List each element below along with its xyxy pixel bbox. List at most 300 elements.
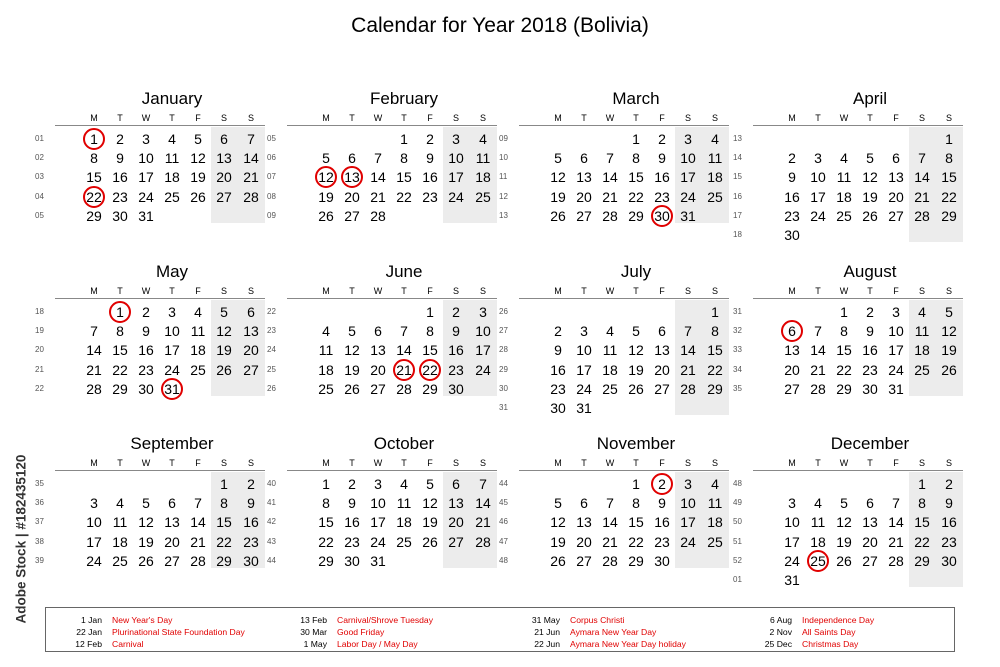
day-cell: 23 bbox=[941, 533, 957, 550]
day-cell: 15 bbox=[941, 169, 957, 186]
day-cell: 6 bbox=[580, 150, 588, 167]
day-cell: 2 bbox=[554, 323, 562, 340]
month-name: November bbox=[596, 434, 676, 453]
holiday-name: Christmas Day bbox=[802, 639, 859, 649]
month-name: February bbox=[369, 89, 439, 108]
day-cell: 6 bbox=[374, 323, 382, 340]
day-cell: 18 bbox=[318, 361, 334, 378]
day-cell: 22 bbox=[86, 188, 102, 205]
holiday-entry bbox=[744, 614, 874, 626]
day-cell: 8 bbox=[918, 495, 926, 512]
week-number: 04 bbox=[35, 191, 44, 201]
day-cell: 5 bbox=[554, 495, 562, 512]
day-cell: 24 bbox=[370, 533, 386, 550]
weekday-header: W bbox=[141, 286, 151, 296]
day-cell: 22 bbox=[318, 533, 334, 550]
week-number: 16 bbox=[733, 191, 742, 201]
day-cell: 26 bbox=[216, 361, 232, 378]
weekday-header: S bbox=[479, 458, 486, 468]
weekday-header: W bbox=[605, 113, 615, 123]
day-cell: 26 bbox=[422, 533, 438, 550]
day-cell: 6 bbox=[580, 495, 588, 512]
weekday-header: T bbox=[581, 286, 587, 296]
day-cell: 14 bbox=[190, 514, 206, 531]
week-number: 18 bbox=[733, 230, 742, 239]
header-divider bbox=[287, 125, 497, 126]
header-divider bbox=[753, 125, 963, 126]
weekday-header: W bbox=[839, 458, 849, 468]
day-cell: 13 bbox=[164, 514, 180, 531]
day-cell: 27 bbox=[164, 552, 180, 569]
weekday-header: S bbox=[247, 458, 254, 468]
holiday-circle bbox=[83, 128, 105, 150]
week-number: 18 bbox=[35, 307, 44, 316]
day-cell: 5 bbox=[142, 495, 150, 512]
holiday-date: 30 Mar bbox=[300, 627, 327, 637]
week-number: 51 bbox=[733, 536, 742, 546]
week-number: 43 bbox=[267, 536, 276, 546]
day-cell: 27 bbox=[243, 361, 259, 378]
holiday-name: Carnival/Shrove Tuesday bbox=[337, 615, 434, 625]
day-cell: 25 bbox=[836, 207, 852, 224]
day-cell: 12 bbox=[138, 514, 154, 531]
day-cell: 10 bbox=[475, 323, 491, 340]
weekday-header: S bbox=[247, 113, 254, 123]
day-cell: 7 bbox=[90, 323, 98, 340]
week-number: 31 bbox=[733, 307, 742, 316]
day-cell: 23 bbox=[344, 533, 360, 550]
day-cell: 26 bbox=[941, 361, 957, 378]
day-cell: 1 bbox=[220, 476, 228, 492]
day-cell: 30 bbox=[550, 400, 566, 416]
day-cell: 19 bbox=[550, 188, 566, 205]
day-cell: 31 bbox=[370, 552, 386, 569]
day-cell: 24 bbox=[86, 552, 102, 569]
weekday-header: T bbox=[401, 113, 407, 123]
week-number: 44 bbox=[499, 479, 508, 488]
holiday-column bbox=[54, 614, 245, 650]
header-divider bbox=[55, 125, 265, 126]
day-cell: 27 bbox=[576, 552, 592, 569]
day-cell: 5 bbox=[426, 476, 434, 492]
holiday-entry bbox=[512, 626, 686, 638]
day-cell: 21 bbox=[190, 533, 206, 550]
day-cell: 28 bbox=[370, 207, 386, 224]
day-cell: 1 bbox=[840, 304, 848, 320]
day-cell: 11 bbox=[810, 514, 826, 531]
day-cell: 28 bbox=[602, 552, 618, 569]
day-cell: 23 bbox=[138, 361, 154, 378]
day-cell: 25 bbox=[190, 361, 206, 378]
day-cell: 2 bbox=[658, 131, 666, 147]
day-cell: 7 bbox=[479, 476, 487, 492]
holiday-column bbox=[279, 614, 433, 650]
day-cell: 2 bbox=[247, 476, 255, 492]
day-cell: 16 bbox=[941, 514, 957, 531]
holiday-date: 1 Jan bbox=[80, 615, 102, 625]
holiday-name: Labor Day / May Day bbox=[337, 639, 418, 649]
weekday-header: T bbox=[867, 286, 873, 296]
week-number: 02 bbox=[35, 153, 44, 163]
week-number: 19 bbox=[35, 326, 44, 336]
month-november bbox=[499, 434, 723, 571]
weekday-header: M bbox=[90, 286, 98, 296]
day-cell: 18 bbox=[164, 169, 180, 186]
weekday-header: S bbox=[918, 286, 925, 296]
weekday-header: S bbox=[945, 286, 952, 296]
holiday-entry bbox=[279, 614, 433, 626]
day-cell: 7 bbox=[374, 150, 382, 167]
day-cell: 13 bbox=[370, 342, 386, 359]
weekday-header: T bbox=[117, 113, 123, 123]
day-cell: 2 bbox=[866, 304, 874, 320]
day-cell: 26 bbox=[862, 207, 878, 224]
week-number: 13 bbox=[499, 210, 508, 220]
weekday-header: W bbox=[141, 458, 151, 468]
month-name: January bbox=[141, 89, 203, 108]
week-number: 31 bbox=[499, 403, 508, 412]
weekday-header: S bbox=[220, 458, 227, 468]
weekday-header: W bbox=[605, 458, 615, 468]
day-cell: 6 bbox=[892, 150, 900, 167]
day-cell: 23 bbox=[550, 380, 566, 397]
day-cell: 5 bbox=[866, 150, 874, 167]
day-cell: 14 bbox=[602, 514, 618, 531]
day-cell: 1 bbox=[400, 131, 408, 147]
day-cell: 10 bbox=[810, 169, 826, 186]
day-cell: 29 bbox=[628, 552, 644, 569]
weekday-header: W bbox=[839, 113, 849, 123]
weekday-header: M bbox=[90, 113, 98, 123]
day-cell: 21 bbox=[475, 514, 491, 531]
day-cell: 28 bbox=[475, 533, 491, 550]
day-cell: 2 bbox=[116, 131, 124, 147]
week-number: 01 bbox=[733, 575, 742, 584]
weekday-header: T bbox=[581, 458, 587, 468]
day-cell: 17 bbox=[810, 188, 826, 205]
weekday-header: S bbox=[452, 286, 459, 296]
week-number: 38 bbox=[35, 536, 44, 546]
day-cell: 16 bbox=[448, 342, 464, 359]
day-cell: 15 bbox=[318, 514, 334, 531]
holiday-circle bbox=[83, 186, 105, 208]
header-divider bbox=[287, 298, 497, 299]
week-number: 09 bbox=[499, 134, 508, 143]
week-number: 17 bbox=[733, 210, 742, 220]
day-cell: 1 bbox=[632, 131, 640, 147]
day-cell: 4 bbox=[918, 304, 926, 320]
day-cell: 11 bbox=[836, 169, 852, 186]
weekday-header: T bbox=[117, 458, 123, 468]
day-cell: 17 bbox=[370, 514, 386, 531]
day-cell: 15 bbox=[914, 514, 930, 531]
week-number: 07 bbox=[267, 172, 276, 182]
day-cell: 22 bbox=[112, 361, 128, 378]
day-cell: 19 bbox=[941, 342, 957, 359]
month-name: May bbox=[155, 262, 189, 281]
day-cell: 1 bbox=[90, 131, 98, 147]
day-cell: 10 bbox=[888, 323, 904, 340]
day-cell: 19 bbox=[190, 169, 206, 186]
day-cell: 31 bbox=[164, 380, 180, 397]
day-cell: 14 bbox=[475, 495, 491, 512]
day-cell: 17 bbox=[138, 169, 154, 186]
day-cell: 20 bbox=[576, 188, 592, 205]
weekday-header: T bbox=[867, 458, 873, 468]
holiday-circle bbox=[393, 359, 415, 381]
day-cell: 10 bbox=[784, 514, 800, 531]
week-number: 28 bbox=[499, 345, 508, 355]
day-cell: 12 bbox=[628, 342, 644, 359]
holiday-entry bbox=[279, 638, 433, 650]
day-cell: 21 bbox=[370, 188, 386, 205]
week-number: 25 bbox=[267, 364, 276, 374]
day-cell: 6 bbox=[658, 323, 666, 340]
day-cell: 7 bbox=[194, 495, 202, 512]
day-cell: 17 bbox=[86, 533, 102, 550]
day-cell: 20 bbox=[164, 533, 180, 550]
day-cell: 10 bbox=[680, 495, 696, 512]
week-number: 40 bbox=[267, 479, 276, 488]
month-may bbox=[35, 262, 259, 399]
weekday-header: M bbox=[322, 286, 330, 296]
day-cell: 14 bbox=[602, 169, 618, 186]
day-cell: 24 bbox=[680, 188, 696, 205]
day-cell: 19 bbox=[550, 533, 566, 550]
day-cell: 17 bbox=[784, 533, 800, 550]
week-number: 35 bbox=[35, 479, 44, 488]
day-cell: 13 bbox=[216, 150, 232, 167]
day-cell: 22 bbox=[422, 361, 438, 378]
day-cell: 12 bbox=[190, 150, 206, 167]
day-cell: 12 bbox=[344, 342, 360, 359]
holiday-entry bbox=[512, 638, 686, 650]
day-cell: 29 bbox=[707, 380, 723, 397]
day-cell: 18 bbox=[602, 361, 618, 378]
day-cell: 23 bbox=[784, 207, 800, 224]
day-cell: 29 bbox=[318, 552, 334, 569]
day-cell: 30 bbox=[112, 207, 128, 224]
weekday-header: T bbox=[633, 286, 639, 296]
day-cell: 17 bbox=[680, 169, 696, 186]
day-cell: 29 bbox=[216, 552, 232, 569]
week-number: 20 bbox=[35, 345, 44, 355]
day-cell: 30 bbox=[654, 207, 670, 224]
week-number: 44 bbox=[267, 555, 276, 565]
day-cell: 8 bbox=[632, 495, 640, 512]
day-cell: 4 bbox=[711, 131, 719, 147]
day-cell: 21 bbox=[888, 533, 904, 550]
day-cell: 2 bbox=[426, 131, 434, 147]
day-cell: 14 bbox=[680, 342, 696, 359]
day-cell: 13 bbox=[576, 169, 592, 186]
day-cell: 16 bbox=[654, 169, 670, 186]
day-cell: 12 bbox=[422, 495, 438, 512]
day-cell: 3 bbox=[479, 304, 487, 320]
day-cell: 28 bbox=[190, 552, 206, 569]
day-cell: 21 bbox=[86, 361, 102, 378]
day-cell: 9 bbox=[788, 169, 796, 186]
day-cell: 6 bbox=[247, 304, 255, 320]
weekday-header: S bbox=[452, 458, 459, 468]
month-september bbox=[35, 434, 259, 571]
holiday-name: All Saints Day bbox=[802, 627, 856, 637]
day-cell: 11 bbox=[602, 342, 618, 359]
week-number: 29 bbox=[499, 364, 508, 374]
day-cell: 15 bbox=[628, 169, 644, 186]
header-divider bbox=[287, 470, 497, 471]
day-cell: 27 bbox=[216, 188, 232, 205]
day-cell: 11 bbox=[190, 323, 206, 340]
month-december bbox=[733, 434, 957, 590]
day-cell: 15 bbox=[707, 342, 723, 359]
week-number: 30 bbox=[499, 383, 508, 393]
day-cell: 23 bbox=[862, 361, 878, 378]
holiday-name: Corpus Christi bbox=[570, 615, 625, 625]
day-cell: 9 bbox=[247, 495, 255, 512]
day-cell: 6 bbox=[220, 131, 228, 147]
weekday-header: M bbox=[322, 458, 330, 468]
day-cell: 17 bbox=[475, 342, 491, 359]
day-cell: 22 bbox=[707, 361, 723, 378]
day-cell: 11 bbox=[318, 342, 334, 359]
day-cell: 13 bbox=[576, 514, 592, 531]
day-cell: 17 bbox=[448, 169, 464, 186]
day-cell: 28 bbox=[396, 380, 412, 397]
month-october bbox=[267, 434, 491, 571]
day-cell: 13 bbox=[784, 342, 800, 359]
day-cell: 27 bbox=[448, 533, 464, 550]
day-cell: 11 bbox=[707, 495, 723, 512]
day-cell: 3 bbox=[374, 476, 382, 492]
day-cell: 4 bbox=[116, 495, 124, 512]
day-cell: 25 bbox=[318, 380, 334, 397]
day-cell: 2 bbox=[452, 304, 460, 320]
week-number: 48 bbox=[499, 555, 508, 565]
day-cell: 30 bbox=[654, 552, 670, 569]
week-number: 34 bbox=[733, 364, 742, 374]
day-cell: 28 bbox=[243, 188, 259, 205]
day-cell: 5 bbox=[554, 150, 562, 167]
day-cell: 9 bbox=[658, 150, 666, 167]
weekday-header: T bbox=[169, 458, 175, 468]
week-number: 46 bbox=[499, 517, 508, 527]
day-cell: 11 bbox=[112, 514, 128, 531]
holiday-entry bbox=[512, 614, 686, 626]
week-number: 12 bbox=[499, 191, 508, 201]
day-cell: 4 bbox=[400, 476, 408, 492]
day-cell: 3 bbox=[892, 304, 900, 320]
day-cell: 23 bbox=[448, 361, 464, 378]
weekday-header: T bbox=[633, 458, 639, 468]
day-cell: 18 bbox=[190, 342, 206, 359]
day-cell: 9 bbox=[452, 323, 460, 340]
weekday-header: S bbox=[684, 113, 691, 123]
day-cell: 6 bbox=[452, 476, 460, 492]
week-number: 22 bbox=[267, 307, 276, 316]
week-number: 47 bbox=[499, 536, 508, 546]
day-cell: 28 bbox=[914, 207, 930, 224]
day-cell: 25 bbox=[112, 552, 128, 569]
day-cell: 25 bbox=[475, 188, 491, 205]
day-cell: 27 bbox=[862, 552, 878, 569]
header-divider bbox=[519, 125, 729, 126]
holiday-date: 22 Jan bbox=[76, 627, 102, 637]
weekday-header: M bbox=[554, 286, 562, 296]
day-cell: 19 bbox=[138, 533, 154, 550]
weekday-header: M bbox=[322, 113, 330, 123]
week-number: 33 bbox=[733, 345, 742, 355]
holiday-name: Carnival bbox=[112, 639, 144, 649]
weekday-header: W bbox=[839, 286, 849, 296]
day-cell: 10 bbox=[576, 342, 592, 359]
day-cell: 14 bbox=[914, 169, 930, 186]
day-cell: 8 bbox=[220, 495, 228, 512]
header-divider bbox=[753, 470, 963, 471]
day-cell: 1 bbox=[632, 476, 640, 492]
day-cell: 26 bbox=[318, 207, 334, 224]
day-cell: 16 bbox=[654, 514, 670, 531]
day-cell: 4 bbox=[322, 323, 330, 340]
day-cell: 7 bbox=[247, 131, 255, 147]
day-cell: 20 bbox=[888, 188, 904, 205]
day-cell: 19 bbox=[216, 342, 232, 359]
month-july bbox=[499, 262, 723, 418]
day-cell: 30 bbox=[862, 380, 878, 397]
day-cell: 20 bbox=[448, 514, 464, 531]
weekday-header: W bbox=[605, 286, 615, 296]
week-number: 50 bbox=[733, 517, 742, 527]
day-cell: 25 bbox=[707, 188, 723, 205]
weekday-header: T bbox=[867, 113, 873, 123]
day-cell: 8 bbox=[90, 150, 98, 167]
day-cell: 23 bbox=[654, 533, 670, 550]
day-cell: 14 bbox=[370, 169, 386, 186]
day-cell: 24 bbox=[680, 533, 696, 550]
month-january bbox=[35, 89, 259, 226]
month-june bbox=[267, 262, 491, 399]
day-cell: 28 bbox=[602, 207, 618, 224]
day-cell: 18 bbox=[707, 169, 723, 186]
week-number: 49 bbox=[733, 498, 742, 508]
day-cell: 5 bbox=[840, 495, 848, 512]
day-cell: 23 bbox=[654, 188, 670, 205]
weekday-header: T bbox=[117, 286, 123, 296]
day-cell: 28 bbox=[86, 380, 102, 397]
day-cell: 6 bbox=[168, 495, 176, 512]
week-number: 09 bbox=[267, 210, 276, 220]
header-divider bbox=[519, 298, 729, 299]
day-cell: 30 bbox=[784, 227, 800, 243]
weekday-header: S bbox=[918, 113, 925, 123]
weekday-header: F bbox=[427, 286, 433, 296]
day-cell: 5 bbox=[322, 150, 330, 167]
day-cell: 10 bbox=[680, 150, 696, 167]
day-cell: 12 bbox=[862, 169, 878, 186]
weekday-header: F bbox=[195, 458, 201, 468]
week-number: 45 bbox=[499, 498, 508, 508]
day-cell: 16 bbox=[862, 342, 878, 359]
holiday-name: Aymara New Year Day holiday bbox=[570, 639, 686, 649]
day-cell: 8 bbox=[945, 150, 953, 167]
day-cell: 14 bbox=[243, 150, 259, 167]
day-cell: 22 bbox=[628, 188, 644, 205]
day-cell: 5 bbox=[348, 323, 356, 340]
day-cell: 7 bbox=[684, 323, 692, 340]
holiday-date: 6 Aug bbox=[770, 615, 792, 625]
weekday-header: T bbox=[401, 458, 407, 468]
day-cell: 3 bbox=[684, 131, 692, 147]
